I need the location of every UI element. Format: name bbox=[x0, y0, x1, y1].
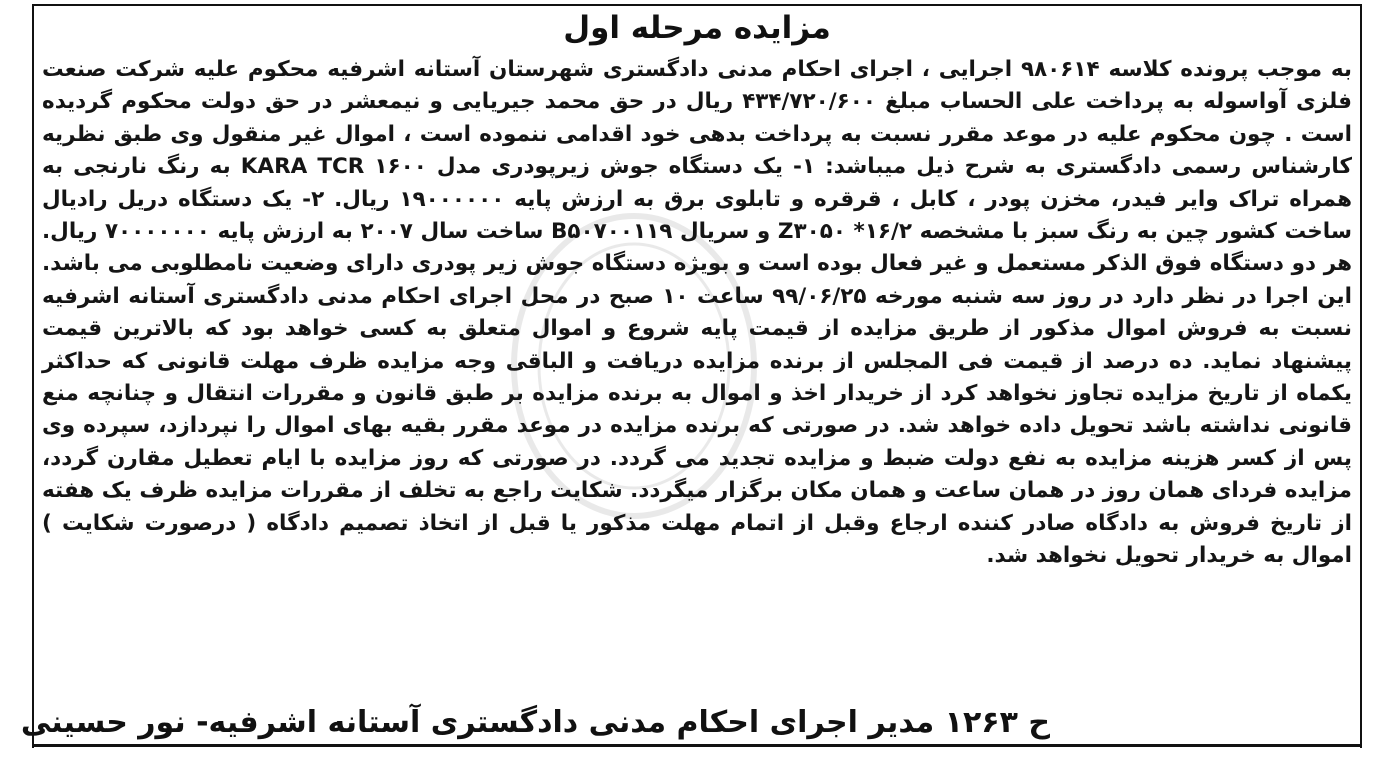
notice-signature: ح ۱۲۶۳ مدیر اجرای احکام مدنی دادگستری آستانه اشرفیه- نور حسینی bbox=[20, 705, 1050, 740]
notice-title: مزایده مرحله اول bbox=[563, 10, 831, 46]
bottom-rule bbox=[32, 744, 1362, 747]
notice-body bbox=[42, 54, 1352, 573]
notice-body-paragraph: به موجب پرونده کلاسه ۹۸۰۶۱۴ اجرایی ، اجرای احکام مدنی دادگستری شهرستان آستانه اشرفیه محکوم علیه شرکت صنعت فلزی آواسوله به پرداخت علی الحساب مبلغ ۴۳۴/۷۲۰/۶۰۰ ریال در حق محمد جیریایی و نیمعشر در حق دولت محکوم گردیده است . چون محکوم علیه در موعد مقرر نسبت به پرداخت بدهی خود اقدامی ننموده است ، اموال غیر منقول وی طبق نظریه کارشناس رسمی دادگستری به شرح ذیل میباشد: ۱- یک دستگاه جوش زیرپودری مدل KARA TCR ۱۶۰۰ به رنگ نارنجی به همراه تراک وایر فیدر، مخزن پودر ، کابل ، قرقره و تابلوی برق به ارزش پایه ۱۹۰۰۰۰۰۰ ریال. ۲- یک دستگاه دریل رادیال ساخت کشور چین به رنگ سبز با مشخصه ۱۶/۲* Z۳۰۵۰ و سریال B۵۰۷۰۰۱۱۹ ساخت سال ۲۰۰۷ به ارزش پایه ۷۰۰۰۰۰۰۰ ریال. هر دو دستگاه فوق الذکر مستعمل و غیر فعال بوده است و بویژه دستگاه جوش زیر پودری دارای وضعیت نامطلوبی می باشد. این اجرا در نظر دارد در روز سه شنبه مورخه ۹۹/۰۶/۲۵ ساعت ۱۰ صبح در محل اجرای احکام مدنی دادگستری آستانه اشرفیه نسبت به فروش اموال مذکور از طریق مزایده از قیمت پایه شروع و اموال متعلق به کسی خواهد بود که بالاترین قیمت پیشنهاد نماید. ده درصد از قیمت فی المجلس از برنده مزایده دریافت و الباقی وجه مزایده ظرف مهلت قانونی که حداکثر یکماه از تاریخ مزایده تجاوز نخواهد کرد از خریدار اخذ و اموال به برنده مزایده بر طبق قانون و مقررات انتقال و چنانچه منع قانونی نداشته باشد تحویل داده خواهد شد. در صورتی که برنده مزایده در موعد مقرر بقیه بهای اموال را نپردازد، سپرده وی پس از کسر هزینه مزایده به نفع دولت ضبط و مزایده تجدید می گردد. در صورتی که روز مزایده با ایام تعطیل مقارن گردد، مزایده فردای همان روز در همان ساعت و همان مکان برگزار میگردد. شکایت راجع به تخلف از مقررات مزایده ظرف یک هفته از تاریخ فروش به دادگاه صادر کننده ارجاع وقبل از اتمام مهلت مذکور یا قبل از اتخاذ تصمیم دادگاه ( درصورت شکایت ) اموال به خریدار تحویل نخواهد شد. bbox=[42, 57, 1352, 569]
notice-frame bbox=[20, 4, 1362, 748]
